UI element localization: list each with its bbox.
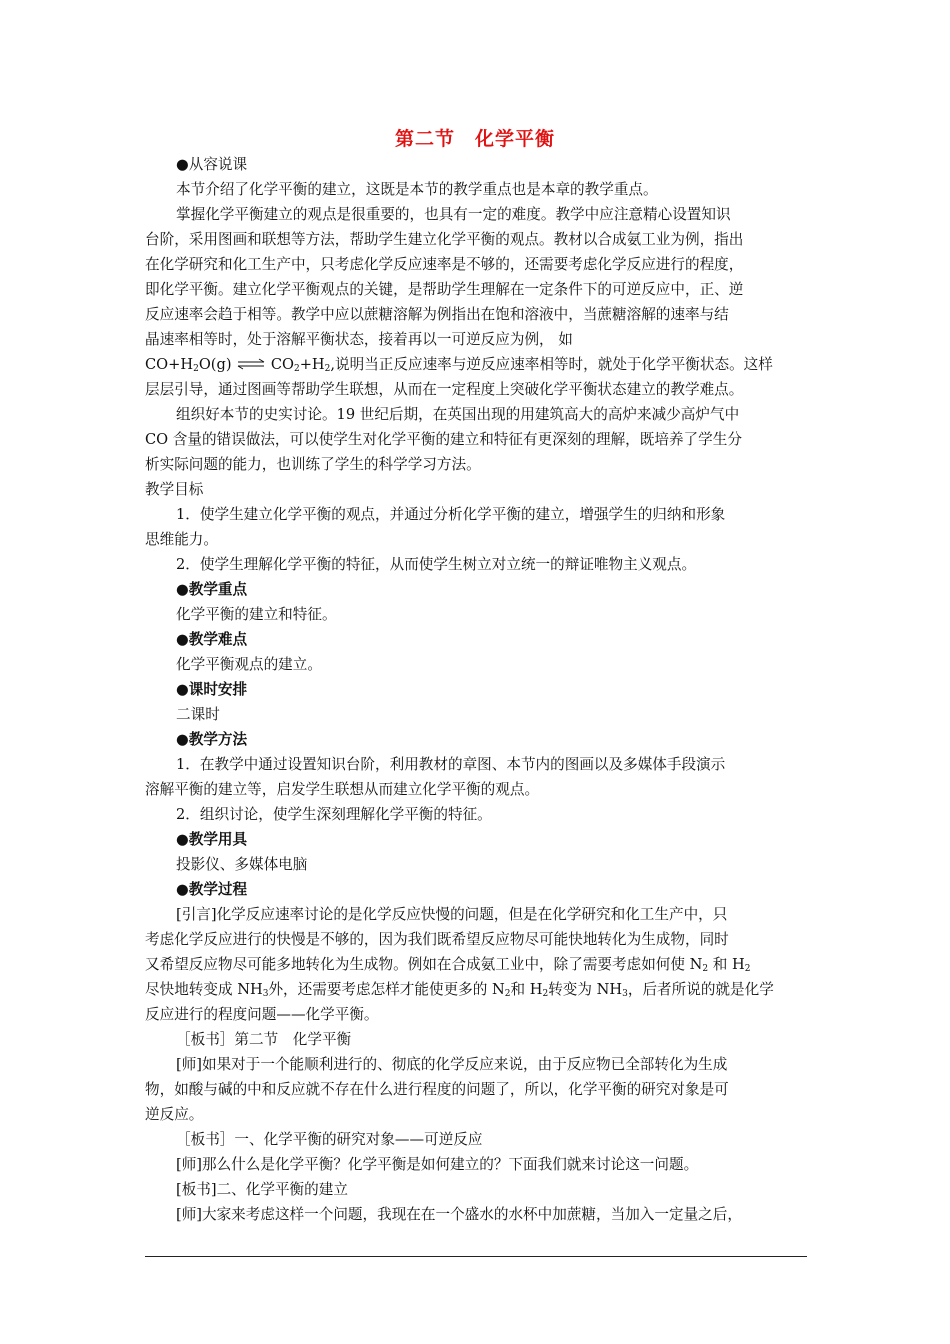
section-heading: ●教学过程 [176, 881, 248, 898]
footer-divider [145, 1256, 807, 1257]
subscript: 2 [744, 964, 751, 974]
board-note: ［板书］一、化学平衡的研究对象——可逆反应 [176, 1131, 483, 1148]
equation-part: CO+H [145, 356, 194, 373]
paragraph-line: [师]那么什么是化学平衡？化学平衡是如何建立的？下面我们就来讨论这一问题。 [176, 1156, 699, 1173]
subscript: 2 [193, 364, 199, 374]
paragraph-line: 逆反应。 [145, 1106, 204, 1123]
paragraph-line: 反应进行的程度问题——化学平衡。 [145, 1006, 379, 1023]
paragraph-line [145, 952, 815, 977]
text-part: 外，还需要考虑怎样才能使更多的 N [268, 981, 505, 998]
paragraph-line: 思维能力。 [145, 531, 218, 548]
text-part: 转变为 NH [548, 981, 623, 998]
section-heading: ●教学用具 [176, 831, 248, 848]
paragraph-line: 2．使学生理解化学平衡的特征，从而使学生树立对立统一的辩证唯物主义观点。 [176, 556, 697, 573]
paragraph-line: 二课时 [176, 706, 220, 723]
text-part: ，后者所说的就是化学 [627, 981, 774, 998]
paragraph-line: 1．使学生建立化学平衡的观点，并通过分析化学平衡的建立，增强学生的归纳和形象 [176, 506, 726, 523]
paragraph-line: 即化学平衡。建立化学平衡观点的关键，是帮助学生理解在一定条件下的可逆反应中，正、逆 [145, 281, 744, 298]
paragraph-line: [引言]化学反应速率讨论的是化学反应快慢的问题，但是在化学研究和化工生产中，只 [176, 906, 728, 923]
subscript: 2 [504, 989, 511, 999]
text-part: 和 H [510, 981, 543, 998]
paragraph-line: 反应速率会趋于相等。教学中应以蔗糖溶解为例指出在饱和溶液中，当蔗糖溶解的速率与结 [145, 306, 729, 323]
paragraph-line: 物，如酸与碱的中和反应就不存在什么进行程度的问题了，所以，化学平衡的研究对象是可 [145, 1081, 729, 1098]
text-part: 尽快地转变成 NH [145, 981, 263, 998]
subscript: 2 [702, 964, 709, 974]
paragraph-line: 析实际问题的能力，也训练了学生的科学学习方法。 [145, 456, 481, 473]
paragraph-line: 晶速率相等时，处于溶解平衡状态，接着再以一可逆反应为例， 如 [145, 331, 573, 348]
equation-part: +H [299, 356, 325, 373]
reversible-arrow-icon [236, 358, 266, 370]
paragraph-line: 在化学研究和化工生产中，只考虑化学反应速率是不够的，还需要考虑化学反应进行的程度， [145, 256, 744, 273]
equation-part: O(g) [198, 356, 232, 373]
equation-line [145, 352, 815, 377]
paragraph-line: CO 含量的错误做法，可以使学生对化学平衡的建立和特征有更深刻的理解，既培养了学生分 [145, 431, 742, 448]
page-title: 第二节 化学平衡 [394, 128, 555, 150]
text-part: 又希望反应物尽可能多地转化为生成物。例如在合成氨工业中，除了需要考虑如何使 N [145, 956, 703, 973]
section-heading: ●教学方法 [176, 731, 248, 748]
paragraph-line: 2．组织讨论，使学生深刻理解化学平衡的特征。 [176, 806, 492, 823]
paragraph-line [145, 977, 815, 1002]
paragraph-line: [师]如果对于一个能顺利进行的、彻底的化学反应来说，由于反应物已全部转化为生成 [176, 1056, 728, 1073]
paragraph-line: 溶解平衡的建立等，启发学生联想从而建立化学平衡的观点。 [145, 781, 540, 798]
paragraph-line: 层层引导，通过图画等帮助学生联想，从而在一定程度上突破化学平衡状态建立的教学难点。 [145, 381, 744, 398]
paragraph-line: 本节介绍了化学平衡的建立，这既是本节的教学重点也是本章的教学重点。 [176, 181, 658, 198]
section-heading: ●课时安排 [176, 681, 248, 698]
subscript: 3 [622, 989, 628, 999]
equation-part: ,说明当正反应速率与逆反应速率相等时，就处于化学平衡状态。这样 [330, 356, 773, 373]
subscript: 2 [542, 989, 549, 999]
paragraph-line: 掌握化学平衡建立的观点是很重要的，也具有一定的难度。教学中应注意精心设置知识 [176, 206, 731, 223]
section-heading: 教学目标 [145, 481, 204, 498]
section-heading: ●教学难点 [176, 631, 248, 648]
paragraph-line: 1．在教学中通过设置知识台阶，利用教材的章图、本节内的图画以及多媒体手段演示 [176, 756, 726, 773]
section-heading: ●从容说课 [176, 156, 248, 173]
document-body [145, 152, 815, 1227]
equation-part: CO [270, 356, 294, 373]
board-note: [板书]二、化学平衡的建立 [176, 1181, 348, 1198]
subscript: 3 [262, 989, 269, 999]
paragraph-line: 考虑化学反应进行的快慢是不够的，因为我们既希望反应物尽可能快地转化为生成物，同时 [145, 931, 729, 948]
subscript: 2 [324, 364, 331, 374]
paragraph-line: 组织好本节的史实讨论。19 世纪后期，在英国出现的用建筑高大的高炉来减少高炉气中 [176, 406, 740, 423]
paragraph-line: 台阶，采用图画和联想等方法，帮助学生建立化学平衡的观点。教材以合成氨工业为例，指出 [145, 231, 744, 248]
board-note: ［板书］第二节 化学平衡 [176, 1031, 352, 1048]
paragraph-line: 投影仪、多媒体电脑 [176, 856, 308, 873]
section-heading: ●教学重点 [176, 581, 248, 598]
paragraph-line: 化学平衡的建立和特征。 [176, 606, 337, 623]
text-part: 和 H [708, 956, 745, 973]
paragraph-line: [师]大家来考虑这样一个问题，我现在在一个盛水的水杯中加蔗糖，当加入一定量之后， [176, 1206, 742, 1223]
subscript: 2 [293, 364, 300, 374]
paragraph-line: 化学平衡观点的建立。 [176, 656, 322, 673]
